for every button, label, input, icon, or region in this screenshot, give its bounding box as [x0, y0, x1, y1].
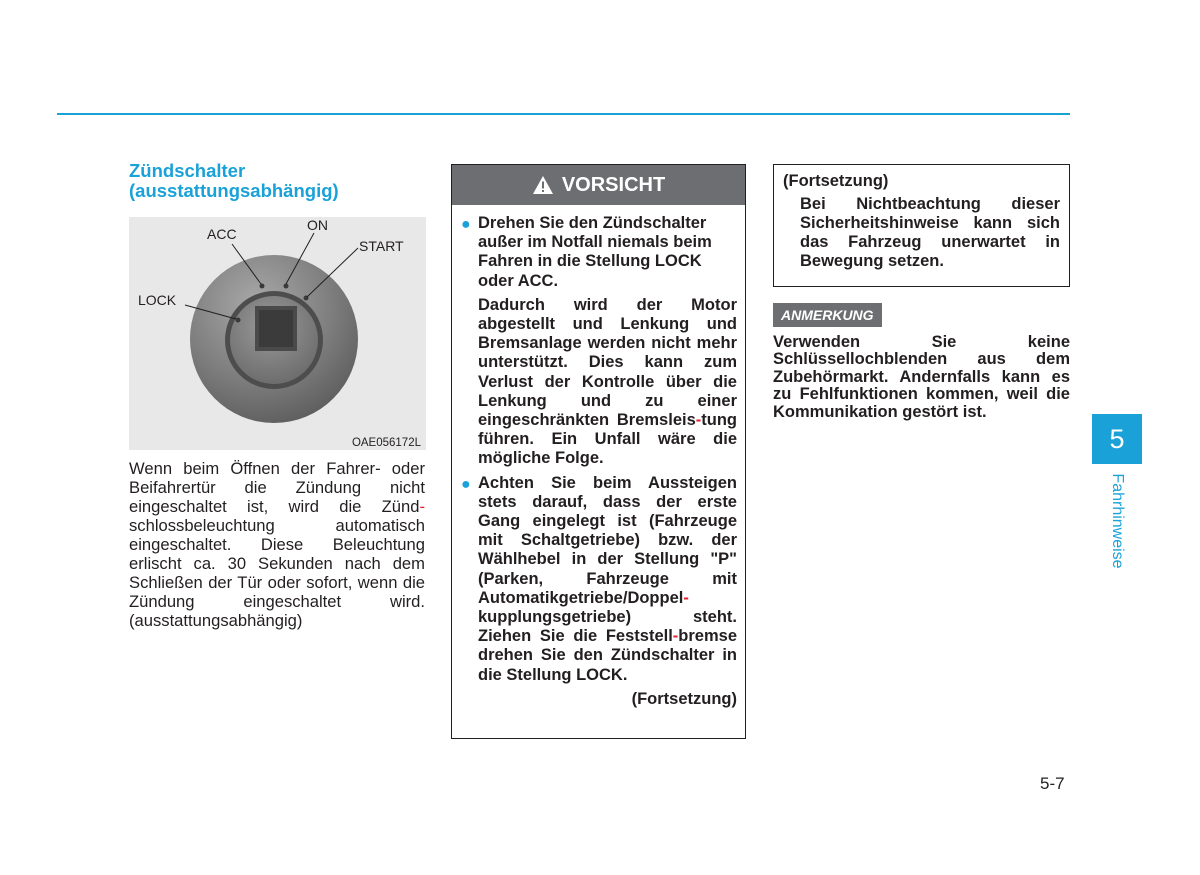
caution-item1-text: Drehen Sie den Zündschalter außer im Notfall niemals beim Fahren in die Stellung LOCK oder ACC.	[478, 214, 712, 290]
caution-item1-detail-a: Dadurch wird der Motor abgestellt und Lenkung und Bremsanlage werden nicht mehr unterstützt. Dies kann zum Verlust der Kontrolle über die Lenkung und zu einer eingeschränkten Bremsleis	[478, 295, 737, 430]
on-dot	[284, 284, 289, 289]
caution-item2-a: Achten Sie beim Aussteigen stets darauf, dass der erste Gang eingelegt ist (Fahrzeuge mit Schaltgetriebe) bzw. der Wählhebel in der Stellung "P" (Parken, Fahrzeuge mit Automatikgetriebe/Doppel	[478, 473, 737, 607]
caution-continued: (Fortsetzung)	[631, 689, 737, 708]
continuation-box	[773, 164, 1070, 287]
lock-label: LOCK	[138, 292, 177, 308]
caution-item1-detail	[478, 296, 737, 469]
bullet-icon: ●	[461, 475, 471, 493]
body-hyphen: -	[419, 497, 425, 516]
lock-dot	[236, 318, 241, 323]
caution-list	[452, 205, 745, 685]
on-label: ON	[307, 217, 328, 233]
chapter-tab	[1092, 414, 1142, 464]
section-title-line1: Zündschalter	[129, 160, 246, 181]
key-slot-inner	[259, 310, 293, 347]
note-text: Verwenden Sie keine Schlüssellochblenden aus dem Zubehörmarkt. Andernfalls kann es zu Fehlfunktionen kommen, weil die Kommunikation gestört ist.	[773, 333, 1070, 421]
caution-title: VORSICHT	[561, 173, 666, 196]
section-body	[129, 459, 425, 630]
start-label: START	[359, 238, 404, 254]
caution-item2-text	[478, 474, 737, 685]
caution-header	[452, 165, 745, 205]
header-rule	[57, 113, 1070, 115]
chapter-label: Fahrhinweise	[1109, 473, 1126, 569]
body-text-part1: Wenn beim Öffnen der Fahrer- oder Beifahrertür die Zündung nicht eingeschaltet ist, wird die Zünd	[129, 459, 425, 516]
caution-item	[460, 214, 737, 469]
section-title-line2: (ausstattungsabhängig)	[129, 180, 339, 201]
note-badge: ANMERKUNG	[773, 303, 882, 327]
continuation-heading: (Fortsetzung)	[783, 172, 889, 190]
ignition-switch-illustration	[129, 217, 426, 450]
hyphen: -	[683, 588, 689, 607]
caution-item1-detail-b: tung führen. Ein Unfall wäre die mögliche Folge.	[478, 411, 737, 468]
acc-dot	[260, 284, 265, 289]
ignition-switch-figure	[129, 217, 426, 450]
continuation-text: Bei Nichtbeachtung dieser Sicherheitshinweise kann sich das Fahrzeug unerwartet in Bewegung setzen.	[800, 195, 1060, 270]
caution-item	[460, 474, 737, 685]
hyphen: -	[672, 627, 679, 646]
acc-label: ACC	[207, 226, 237, 242]
section-title	[129, 161, 429, 201]
bullet-icon: ●	[461, 216, 471, 233]
warning-icon	[532, 175, 554, 195]
body-text-part2: schlossbeleuchtung automatisch eingeschaltet. Diese Beleuchtung erlischt ca. 30 Sekunden nach dem Schließen der Tür oder sofort, wenn die Zündung eingeschaltet wird. (ausstattungsabhängig)	[129, 516, 425, 630]
caution-box	[451, 164, 746, 739]
chapter-number: 5	[1109, 423, 1125, 454]
figure-code: OAE056172L	[351, 437, 421, 449]
page-number: 5-7	[1040, 774, 1065, 793]
caution-item2-c: bremse drehen Sie den Zündschalter in die Stellung LOCK.	[478, 627, 737, 684]
hyphen: -	[695, 411, 702, 430]
caution-item2-b: kupplungsgetriebe) steht. Ziehen Sie die Feststell	[478, 608, 737, 646]
